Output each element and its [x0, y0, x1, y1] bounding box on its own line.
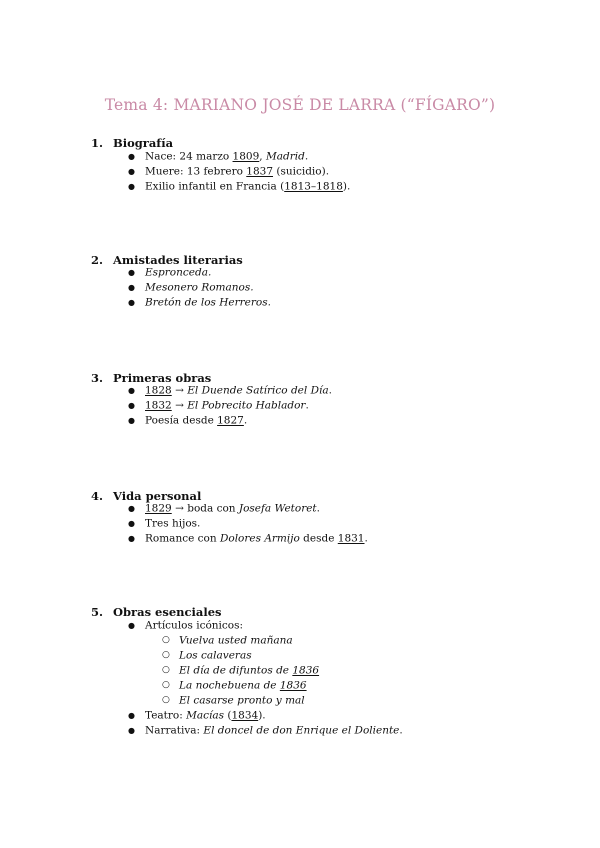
- page-title: Tema 4: MARIANO JOSÉ DE LARRA (“FÍGARO”): [104, 96, 496, 114]
- date-link[interactable]: 1828: [145, 384, 172, 397]
- section-heading: [91, 605, 222, 619]
- bullet-icon: ●: [128, 711, 135, 720]
- list-item: ● 1829 → boda con Josefa Wetoret.: [128, 502, 320, 515]
- bullet-icon: ●: [128, 283, 135, 292]
- list-item: ● Teatro: Macías (1834).: [128, 709, 266, 722]
- date-link[interactable]: 1832: [145, 399, 172, 412]
- date-link[interactable]: 1836: [279, 679, 307, 692]
- sub-list-item: ○ El casarse pronto y mal: [162, 694, 305, 707]
- date-link[interactable]: 1834: [231, 709, 259, 722]
- sub-list-item: ○ El día de difuntos de 1836: [162, 664, 320, 677]
- hollow-bullet-icon: ○: [162, 665, 170, 675]
- list-item: ● Romance con Dolores Armijo desde 1831.: [128, 532, 368, 545]
- hollow-bullet-icon: ○: [162, 680, 170, 690]
- bullet-icon: ●: [128, 534, 135, 543]
- section-heading: [91, 136, 173, 150]
- date-link[interactable]: 1809: [232, 150, 260, 163]
- list-item: ● Poesía desde 1827.: [128, 414, 248, 427]
- arrow-icon: →: [171, 384, 188, 397]
- bullet-icon: ●: [128, 416, 135, 425]
- list-item: ● Tres hijos.: [128, 517, 201, 530]
- section-number: 3.: [91, 371, 104, 385]
- list-item: ● Artículos icónicos:: [128, 619, 244, 632]
- bullet-icon: ●: [128, 401, 135, 410]
- section-title: Obras esenciales: [113, 605, 222, 619]
- sub-list-item: ○ La nochebuena de 1836: [162, 679, 307, 692]
- bullet-icon: ●: [128, 621, 135, 630]
- section-title: Biografía: [113, 136, 174, 150]
- bullet-icon: ●: [128, 298, 135, 307]
- date-link[interactable]: 1837: [246, 165, 274, 178]
- date-link[interactable]: 1827: [217, 414, 244, 427]
- list-item: ● Narrativa: El doncel de don Enrique el Doliente.: [128, 724, 403, 737]
- date-link[interactable]: 1831: [337, 532, 365, 545]
- list-item: ● 1828 → El Duende Satírico del Día.: [128, 384, 332, 397]
- bullet-icon: ●: [128, 386, 135, 395]
- sub-list-item: ○ Los calaveras: [162, 649, 252, 662]
- section-number: 4.: [91, 489, 104, 503]
- bullet-icon: ●: [128, 726, 135, 735]
- hollow-bullet-icon: ○: [162, 650, 170, 660]
- arrow-icon: →: [171, 399, 188, 412]
- hollow-bullet-icon: ○: [162, 695, 170, 705]
- date-link[interactable]: 1836: [292, 664, 320, 677]
- bullet-icon: ●: [128, 268, 135, 277]
- list-item: ● Exilio infantil en Francia (1813–1818).: [128, 180, 351, 193]
- bullet-icon: ●: [128, 504, 135, 513]
- bullet-icon: ●: [128, 167, 135, 176]
- section-number: 1.: [91, 136, 104, 150]
- arrow-icon: →: [171, 502, 188, 515]
- section-title: Primeras obras: [113, 371, 212, 385]
- list-item: ● Muere: 13 febrero 1837 (suicidio).: [128, 165, 330, 178]
- list-item: ● Nace: 24 marzo 1809, Madrid.: [128, 150, 309, 163]
- date-link[interactable]: 1813–1818: [284, 180, 343, 193]
- list-item: ● Mesonero Romanos.: [128, 281, 254, 294]
- section-title: Amistades literarias: [113, 253, 243, 267]
- bullet-icon: ●: [128, 152, 135, 161]
- list-item: ● Bretón de los Herreros.: [128, 296, 271, 309]
- sub-list-item: ○ Vuelva usted mañana: [162, 634, 293, 647]
- date-link[interactable]: 1829: [145, 502, 172, 515]
- section-title: Vida personal: [113, 489, 202, 503]
- list-item: ● Espronceda.: [128, 266, 212, 279]
- list-item: ● 1832 → El Pobrecito Hablador.: [128, 399, 309, 412]
- bullet-icon: ●: [128, 519, 135, 528]
- bullet-icon: ●: [128, 182, 135, 191]
- section-number: 5.: [91, 605, 104, 619]
- hollow-bullet-icon: ○: [162, 635, 170, 645]
- section-number: 2.: [91, 253, 104, 267]
